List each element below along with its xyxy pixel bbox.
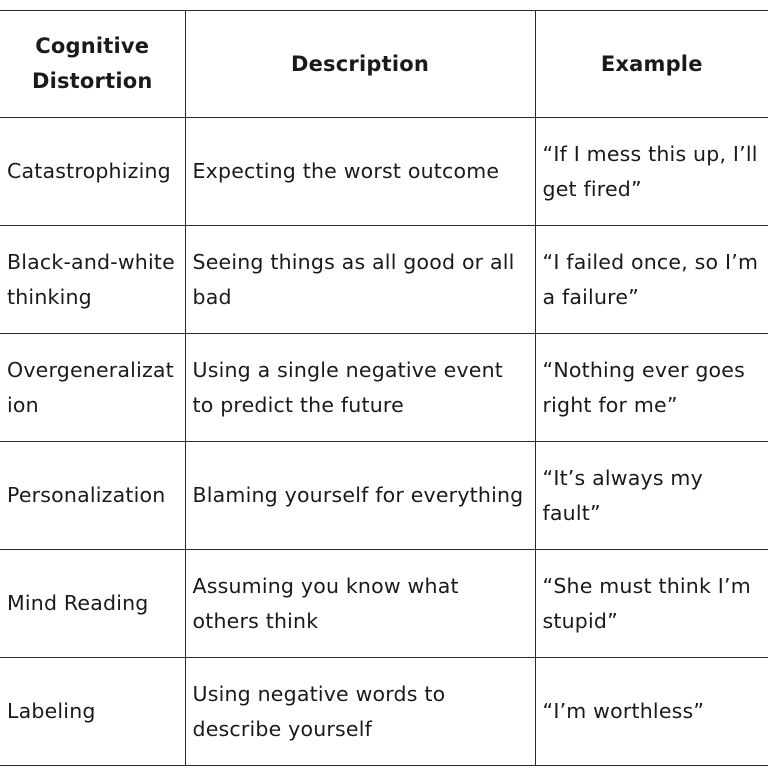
distortion-name-cell: Catastrophizing: [0, 118, 185, 226]
description-cell: Using a single negative event to predict the future: [185, 334, 535, 442]
example-cell: “She must think I’m stupid”: [535, 550, 768, 658]
table-row: [0, 334, 768, 442]
description-cell: Seeing things as all good or all bad: [185, 226, 535, 334]
distortion-name-cell: Black-and-white thinking: [0, 226, 185, 334]
distortion-name-cell: Mind Reading: [0, 550, 185, 658]
example-cell: “If I mess this up, I’ll get fired”: [535, 118, 768, 226]
description-cell: Assuming you know what others think: [185, 550, 535, 658]
table-row: [0, 226, 768, 334]
header-description: Description: [185, 11, 535, 118]
cognitive-distortions-table: [0, 10, 768, 766]
header-example: Example: [535, 11, 768, 118]
distortion-name-cell: Overgeneralization: [0, 334, 185, 442]
example-cell: “I failed once, so I’m a failure”: [535, 226, 768, 334]
distortion-name-cell: Personalization: [0, 442, 185, 550]
table-header-row: [0, 11, 768, 118]
description-cell: Blaming yourself for everything: [185, 442, 535, 550]
description-cell: Expecting the worst outcome: [185, 118, 535, 226]
example-cell: “I’m worthless”: [535, 658, 768, 766]
table-row: [0, 658, 768, 766]
table-row: [0, 118, 768, 226]
table-row: [0, 442, 768, 550]
table-row: [0, 550, 768, 658]
header-cognitive-distortion: Cognitive Distortion: [0, 11, 185, 118]
description-cell: Using negative words to describe yourself: [185, 658, 535, 766]
example-cell: “It’s always my fault”: [535, 442, 768, 550]
example-cell: “Nothing ever goes right for me”: [535, 334, 768, 442]
distortion-name-cell: Labeling: [0, 658, 185, 766]
